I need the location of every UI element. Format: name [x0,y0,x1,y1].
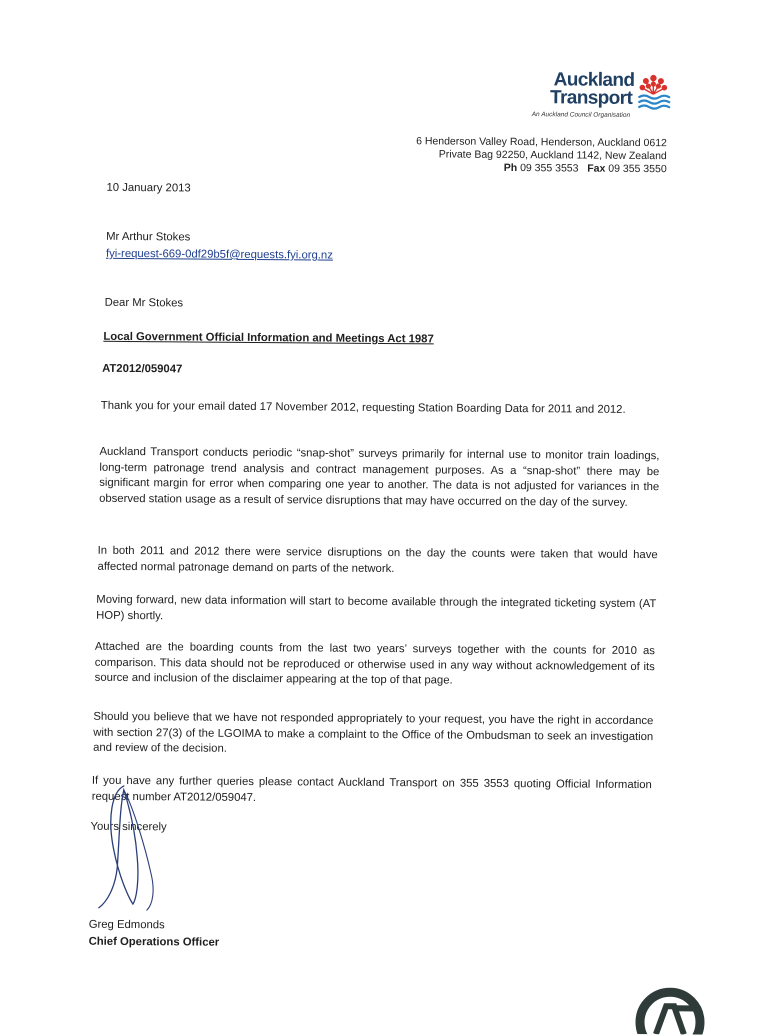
fax-label: Fax [587,162,606,175]
paragraph-1: Thank you for your email dated 17 November 2012, requesting Station Boarding Data for 2011 and 2012. [100,399,626,416]
subject-heading: Local Government Official Information and Meetings Act 1987 [103,330,434,346]
paragraph-6: Should you believe that we have not responded appropriately to your request, you have the right in accordance with section 27(3) of the LGOIMA to make a complaint to the Office of the Ombudsman to seek an investigation and review of the decision. [93,710,654,755]
salutation: Dear Mr Stokes [104,296,184,310]
phone-number: 09 355 3553 [520,162,579,175]
contact-line [416,161,667,176]
signer-name: Greg Edmonds [88,918,165,932]
reference-number: AT2012/059047 [102,362,183,376]
logo-tagline: An Auckland Council Organisation [531,111,631,119]
phone-label: Ph [503,161,518,175]
paragraph-3: In both 2011 and 2012 there were service disruptions on the day the counts were taken that would have affected normal patronage demand on parts of the network. [97,544,658,575]
auckland-transport-logo [531,67,676,124]
logo-line2: Transport [549,87,633,109]
pohutukawa-flower-icon [635,70,671,112]
address-line-1: 6 Henderson Valley Road, Henderson, Auckland 0612 [416,135,667,150]
paragraph-4: Moving forward, new data information will start to become available through the integrated ticketing system (AT HOP) shortly. [96,593,657,622]
paragraph-7: If you have any further queries please contact Auckland Transport on 355 3553 quoting Official Information request number AT2012/059047. [91,774,652,804]
paragraph-5: Attached are the boarding counts from the last two years’ surveys together with the counts for 2010 as comparison. This data should not be reproduced or otherwise used in any way without acknowledgement of its source and inclusion of the disclaimer appearing at the top of that page. [94,640,655,687]
logo-line1: Auckland [553,69,635,91]
address-line-2: Private Bag 92250, Auckland 1142, New Zealand [438,148,667,163]
letter-date: 10 January 2013 [106,181,191,195]
closing: Yours sincerely [90,820,167,834]
at-roundel-icon [632,984,712,1035]
handwritten-signature [93,778,164,919]
paragraph-2: Auckland Transport conducts periodic “snap-shot” surveys primarily for internal use to monitor train loadings, long-term patronage trend analysis and contract management purposes. As a “snap-shot” there may be significant margin for error when comparing one year to another. The data is not adjusted for variances in the observed station usage as a result of service disruptions that may have occurred on the day of the survey. [99,445,660,509]
signer-title: Chief Operations Officer [88,935,220,949]
sender-address [416,135,667,176]
recipient-name: Mr Arthur Stokes [106,230,191,244]
fax-number: 09 355 3550 [608,162,667,176]
recipient-email-link[interactable]: fyi-request-669-0df29b5f@requests.fyi.org.nz [105,247,333,262]
